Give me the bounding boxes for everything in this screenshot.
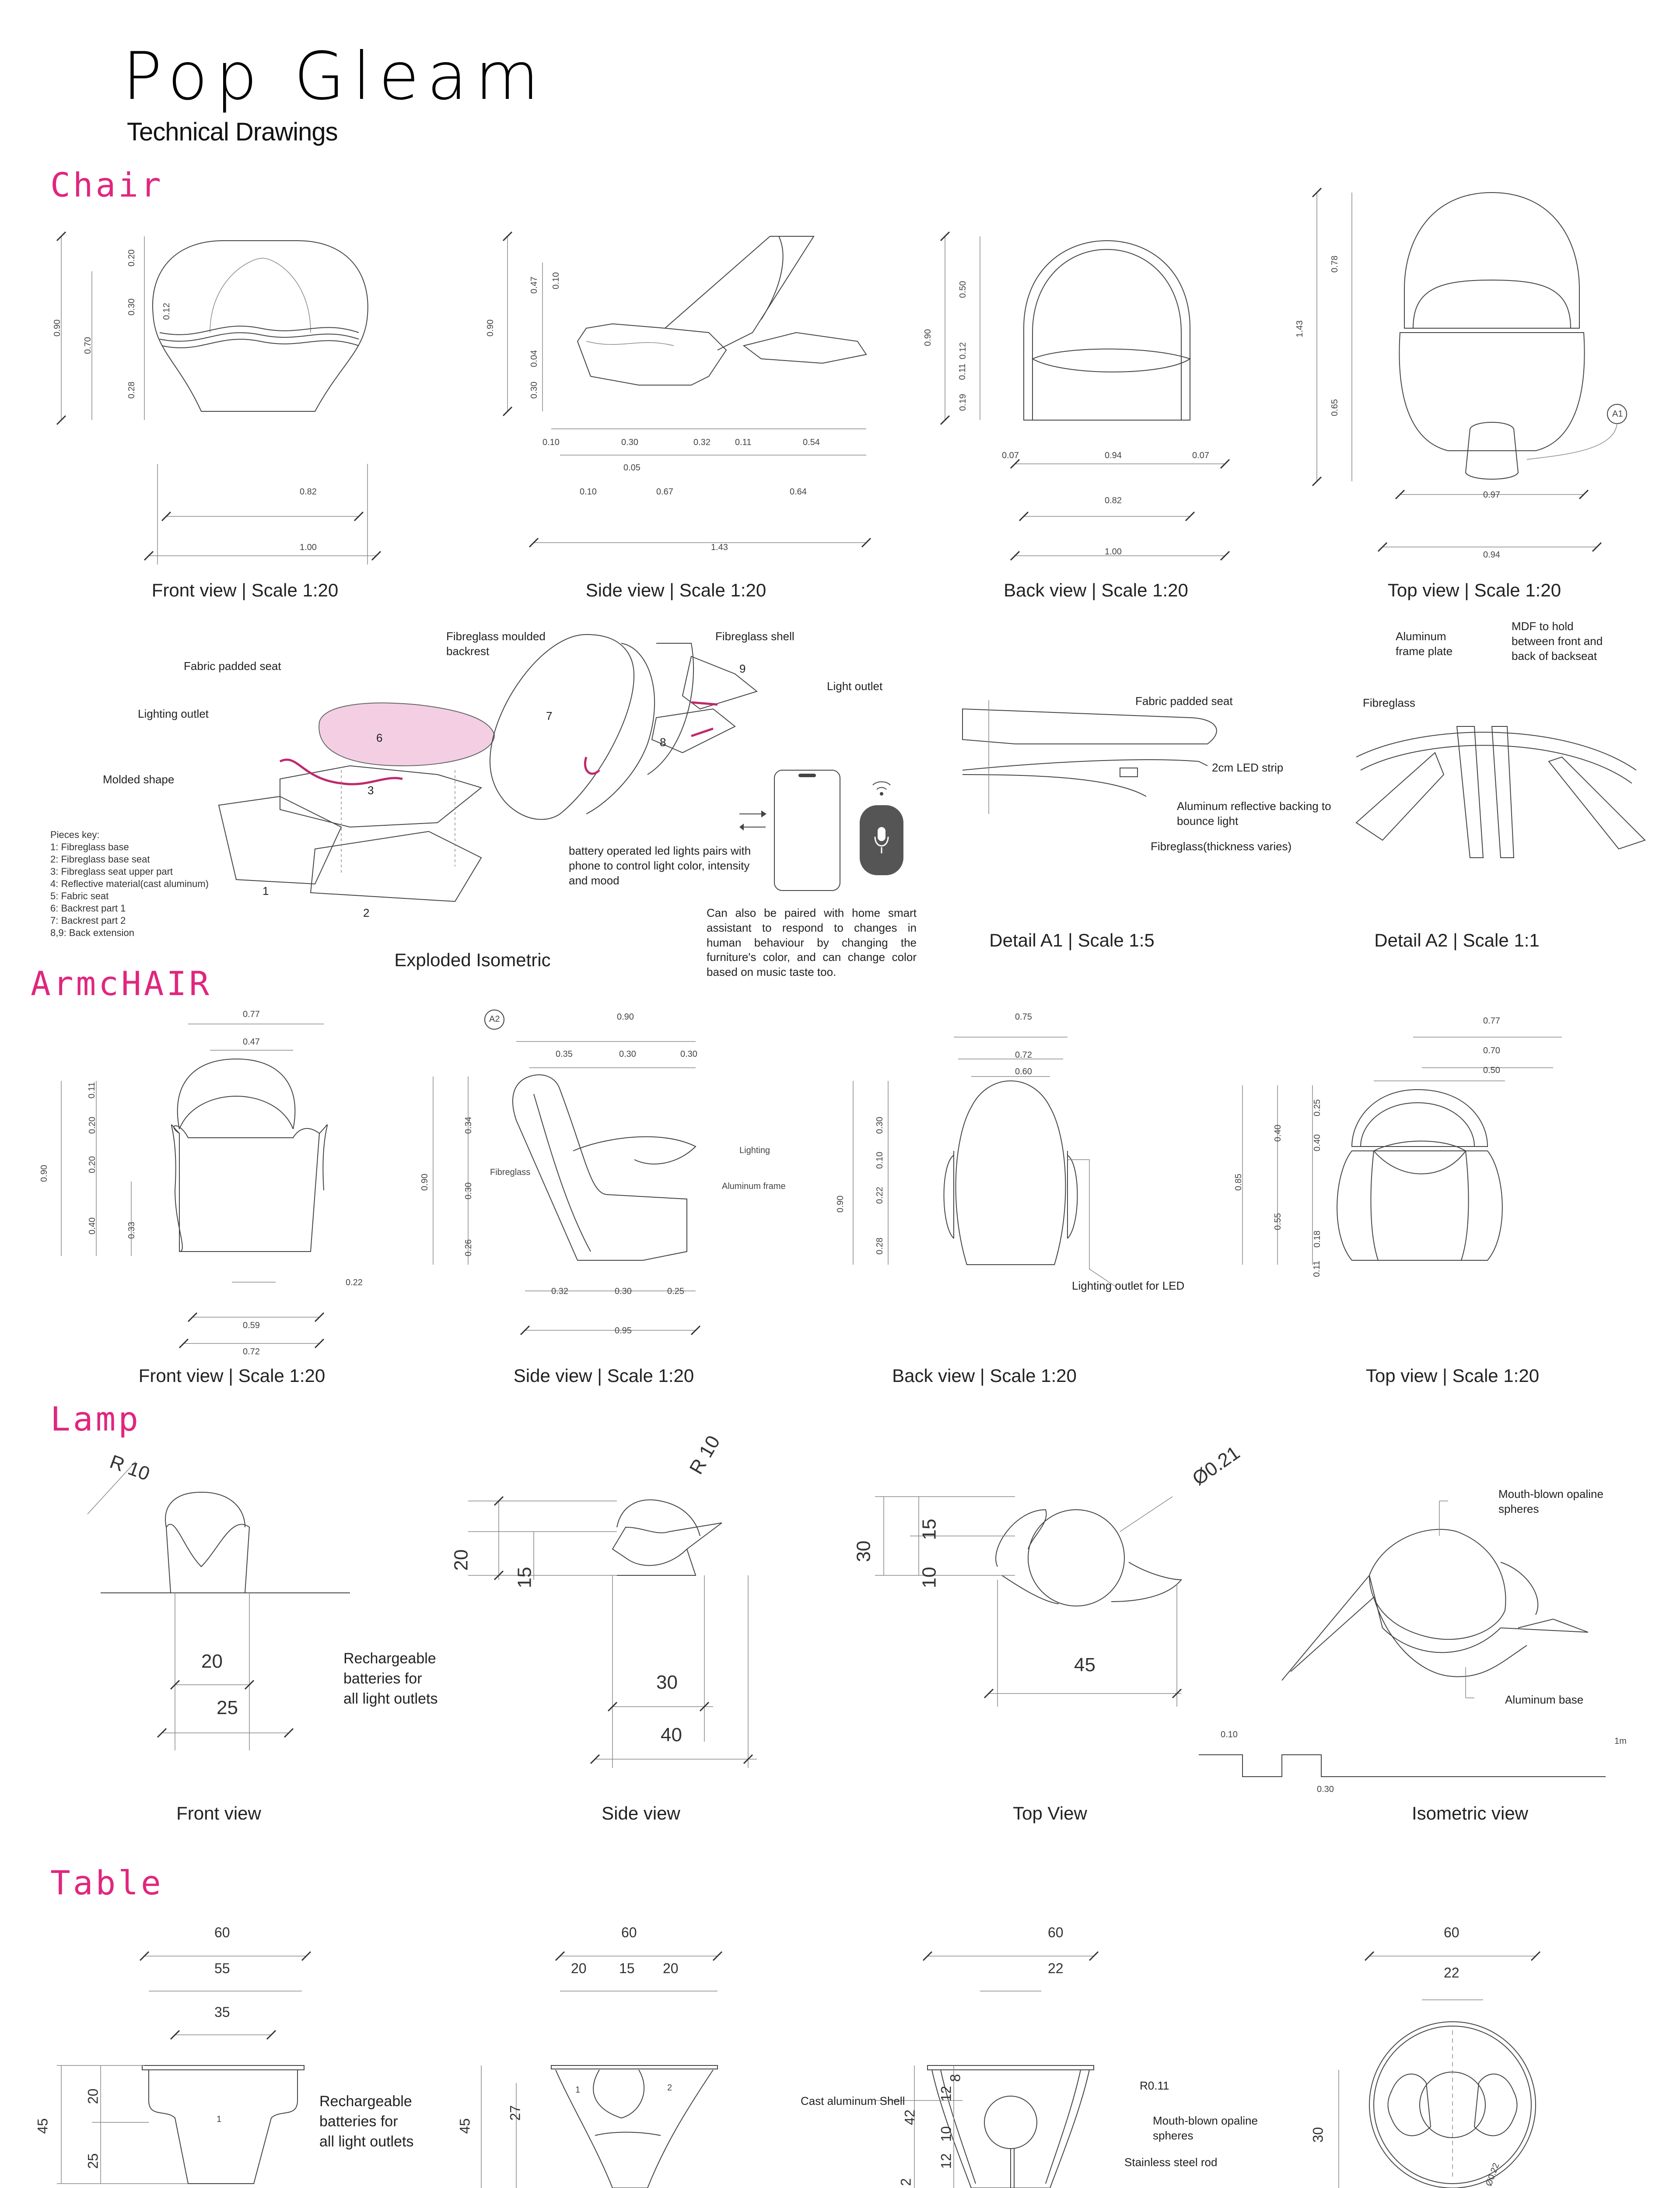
exploded-number-2: 2 <box>363 906 370 919</box>
lamp-side-dim-20: 20 <box>450 1549 472 1571</box>
lamp-scale-1m: 1m <box>1614 1736 1627 1746</box>
chair-back-dim-011: 0.11 <box>958 363 968 380</box>
table-batteries-note: Rechargeable batteries for all light outlets <box>319 2093 414 2150</box>
table-side-dim-20b: 20 <box>663 1960 679 1976</box>
armchair-side-dim-b025: 0.25 <box>667 1287 684 1296</box>
lamp-side-radius: R 10 <box>685 1432 724 1478</box>
chair-back-dim-100: 1.00 <box>1105 547 1122 557</box>
table-side-dim-15: 15 <box>619 1960 635 1976</box>
detail-a2-label-mdf: MDF to hold between front and back of backseat <box>1512 620 1603 663</box>
chair-back-dim-007b: 0.07 <box>1192 451 1209 460</box>
page-subtitle: Technical Drawings <box>127 118 338 146</box>
armchair-top-caption: Top view | Scale 1:20 <box>1365 1365 1540 1386</box>
page-title: Pop Gleam <box>122 39 547 115</box>
chair-top-caption: Top view | Scale 1:20 <box>1387 580 1561 600</box>
table-section-dim-22: 22 <box>1048 1960 1064 1976</box>
armchair-front-dim-047: 0.47 <box>243 1037 260 1047</box>
chair-back-dim-090: 0.90 <box>923 329 933 346</box>
armchair-back-dim-028: 0.28 <box>875 1238 885 1255</box>
table-section-dim-12b: 12 <box>938 2153 954 2169</box>
armchair-front-dim-033: 0.33 <box>126 1222 136 1239</box>
armchair-side-caption: Side view | Scale 1:20 <box>513 1365 694 1386</box>
lamp-front-radius: R 10 <box>107 1451 153 1485</box>
detail-a2-caption: Detail A2 | Scale 1:1 <box>1374 930 1540 950</box>
armchair-top-dim-055: 0.55 <box>1273 1213 1283 1230</box>
lamp-top-caption: Top View <box>1013 1803 1087 1823</box>
chair-front-dim-020: 0.20 <box>126 249 136 266</box>
armchair-side-label-lighting: Lighting <box>739 1146 770 1155</box>
chair-front-dim-070: 0.70 <box>83 337 93 354</box>
armchair-top-dim-070: 0.70 <box>1483 1046 1500 1055</box>
chair-side-dim-047: 0.47 <box>529 277 539 294</box>
armchair-back-drawing <box>809 1006 1203 1357</box>
armchair-side-drawing <box>416 1006 766 1357</box>
chair-side-dim-143: 1.43 <box>711 543 728 552</box>
chair-side-dim-b011: 0.11 <box>735 438 752 447</box>
table-section-dim-8: 8 <box>947 2074 963 2082</box>
pieces-key-item: 8,9: Back extension <box>50 927 135 938</box>
armchair-front-caption: Front view | Scale 1:20 <box>138 1365 326 1386</box>
table-top-dim-30: 30 <box>1310 2127 1326 2143</box>
table-front-dim-20: 20 <box>85 2088 101 2104</box>
lamp-top-dim-10: 10 <box>918 1567 940 1588</box>
armchair-back-dim-075: 0.75 <box>1015 1012 1032 1022</box>
table-top-dim-22: 22 <box>1444 1965 1460 1981</box>
table-side-piece-2: 2 <box>667 2083 672 2093</box>
lamp-iso-label-spheres: Mouth-blown opaline spheres <box>1498 1487 1603 1515</box>
chair-back-drawing <box>919 219 1286 569</box>
lamp-side-dim-30: 30 <box>656 1672 678 1693</box>
exploded-number-3: 3 <box>368 784 374 797</box>
lamp-top-dim-45: 45 <box>1074 1654 1096 1676</box>
table-section-label-cast: Cast aluminum Shell <box>801 2094 905 2107</box>
chair-front-dim-028: 0.28 <box>126 382 136 399</box>
armchair-front-dim-022: 0.22 <box>346 1278 363 1287</box>
table-side-piece-1: 1 <box>575 2085 581 2095</box>
exploded-label-shell: Fibreglass shell <box>715 630 794 643</box>
exploded-battery-note: battery operated led lights pairs with phone to control light color, intensity and mood <box>569 844 751 887</box>
armchair-front-drawing <box>48 1006 381 1357</box>
detail-a2-label-fibreglass: Fibreglass <box>1363 696 1415 709</box>
chair-side-dim-c064: 0.64 <box>790 487 807 497</box>
armchair-side-label-fibreglass: Fibreglass <box>490 1168 531 1177</box>
armchair-side-dim-090-top: 0.90 <box>617 1012 634 1022</box>
section-title-lamp: Lamp <box>50 1399 141 1438</box>
exploded-label-lighting-outlet: Lighting outlet <box>138 707 209 720</box>
table-front-dim-25: 25 <box>85 2153 101 2169</box>
armchair-back-label-led: Lighting outlet for LED <box>1072 1279 1185 1292</box>
pieces-key-item: 3: Fibreglass seat upper part <box>50 866 173 877</box>
lamp-top-diameter: Ø0.21 <box>1188 1442 1244 1490</box>
chair-side-caption: Side view | Scale 1:20 <box>585 580 766 600</box>
detail-a2-label-aluminum: Aluminum frame plate <box>1396 630 1453 658</box>
table-top-diameter: Ø0.22 <box>1484 2161 1502 2188</box>
lamp-side-drawing <box>451 1462 783 1777</box>
pieces-key-item: 4: Reflective material(cast aluminum) <box>50 878 209 889</box>
armchair-side-dim-035: 0.35 <box>556 1049 573 1059</box>
armchair-side-dim-030a: 0.30 <box>619 1049 636 1059</box>
section-title-armchair: ArmcHAIR <box>31 964 212 1003</box>
armchair-front-dim-090: 0.90 <box>39 1165 49 1182</box>
chair-back-dim-012: 0.12 <box>958 342 968 359</box>
lamp-iso-drawing <box>1282 1497 1614 1715</box>
armchair-side-dim-030b: 0.30 <box>680 1049 697 1059</box>
armchair-side-dim-034: 0.34 <box>463 1117 473 1134</box>
armchair-top-dim-011: 0.11 <box>1312 1260 1322 1277</box>
lamp-batteries-note: Rechargeable batteries for all light outlets <box>343 1650 438 1707</box>
chair-side-dim-b054: 0.54 <box>803 438 820 447</box>
armchair-side-dim-b030: 0.30 <box>615 1287 632 1296</box>
chair-top-drawing <box>1291 184 1662 560</box>
lamp-scale-010: 0.10 <box>1221 1730 1238 1739</box>
armchair-front-dim-059: 0.59 <box>243 1321 260 1330</box>
table-side-drawing <box>455 1925 761 2188</box>
chair-front-drawing <box>44 219 438 569</box>
chair-front-dim-030: 0.30 <box>126 298 136 316</box>
exploded-label-backrest: Fibreglass moulded backrest <box>446 630 546 658</box>
section-title-table: Table <box>50 1863 164 1902</box>
armchair-front-dim-020a: 0.20 <box>87 1117 97 1134</box>
armchair-front-dim-020b: 0.20 <box>87 1156 97 1173</box>
table-front-dim-35: 35 <box>214 2004 230 2020</box>
table-front-piece-1: 1 <box>217 2114 222 2124</box>
chair-front-dim-090: 0.90 <box>52 319 62 337</box>
armchair-back-dim-022: 0.22 <box>875 1187 885 1204</box>
chair-front-dim-082: 0.82 <box>300 487 317 497</box>
detail-a1-label-seat: Fabric padded seat <box>1135 694 1233 708</box>
table-front-dim-55: 55 <box>214 1960 230 1976</box>
table-top-dim-60: 60 <box>1444 1925 1460 1940</box>
table-section-drawing <box>796 1925 1216 2188</box>
armchair-top-dim-040a: 0.40 <box>1273 1125 1283 1142</box>
exploded-number-5: 6 <box>376 731 383 744</box>
chair-side-dim-c010: 0.10 <box>580 487 597 497</box>
table-side-dim-60: 60 <box>621 1925 637 1940</box>
chair-side-dim-010: 0.10 <box>551 272 561 289</box>
chair-top-callout-a1: A1 <box>1612 409 1623 419</box>
table-section-dim-10: 10 <box>938 2126 954 2142</box>
lamp-top-dim-15: 15 <box>918 1518 940 1540</box>
chair-side-dim-b032: 0.32 <box>693 438 710 447</box>
lamp-front-dim-20: 20 <box>201 1651 223 1672</box>
armchair-back-dim-090: 0.90 <box>835 1196 845 1213</box>
armchair-top-drawing <box>1225 1006 1619 1357</box>
chair-back-dim-094: 0.94 <box>1105 451 1122 460</box>
chair-side-dim-b030: 0.30 <box>621 438 638 447</box>
pieces-key-item: 7: Backrest part 2 <box>50 915 126 926</box>
table-section-radius: R0.11 <box>1140 2079 1169 2092</box>
armchair-back-caption: Back view | Scale 1:20 <box>892 1365 1077 1386</box>
chair-back-dim-019: 0.19 <box>958 394 968 411</box>
chair-side-dim-030: 0.30 <box>529 382 539 399</box>
exploded-number-6: 7 <box>546 709 553 722</box>
exploded-label-seat: Fabric padded seat <box>184 659 281 673</box>
chair-side-dim-004: 0.04 <box>529 350 539 367</box>
pieces-key-title: Pieces key: <box>50 829 100 840</box>
lamp-front-dim-25: 25 <box>217 1697 238 1718</box>
armchair-front-dim-011: 0.11 <box>87 1082 97 1099</box>
pieces-key-item: 2: Fibreglass base seat <box>50 854 150 865</box>
armchair-top-dim-025: 0.25 <box>1312 1099 1322 1116</box>
armchair-top-dim-018: 0.18 <box>1312 1231 1322 1248</box>
table-section-dim-42: 42 <box>902 2109 918 2125</box>
lamp-scale-bar <box>1199 1746 1619 1781</box>
table-front-dim-60: 60 <box>214 1925 230 1940</box>
armchair-front-dim-072: 0.72 <box>243 1347 260 1357</box>
pieces-key-item: 6: Backrest part 1 <box>50 903 126 914</box>
chair-side-dim-b010: 0.10 <box>542 438 560 447</box>
exploded-label-light-outlet: Light outlet <box>827 680 883 693</box>
lamp-side-caption: Side view <box>602 1803 680 1823</box>
armchair-side-dim-026: 0.26 <box>463 1239 473 1256</box>
chair-back-dim-082: 0.82 <box>1105 496 1122 505</box>
lamp-side-dim-40: 40 <box>661 1724 682 1746</box>
section-title-chair: Chair <box>50 165 164 204</box>
armchair-top-dim-077: 0.77 <box>1483 1016 1500 1026</box>
lamp-front-caption: Front view <box>176 1803 261 1823</box>
pieces-key-list <box>50 841 209 939</box>
lamp-top-dim-30: 30 <box>853 1540 875 1562</box>
exploded-number-8: 9 <box>739 662 746 675</box>
chair-back-caption: Back view | Scale 1:20 <box>1004 580 1188 600</box>
phone-icon <box>739 770 844 901</box>
armchair-front-dim-077: 0.77 <box>243 1010 260 1019</box>
lamp-top-drawing <box>858 1470 1216 1715</box>
chair-side-dim-c067: 0.67 <box>656 487 673 497</box>
armchair-top-dim-050: 0.50 <box>1483 1066 1500 1075</box>
armchair-top-dim-040b: 0.40 <box>1312 1134 1322 1151</box>
chair-front-caption: Front view | Scale 1:20 <box>151 580 339 600</box>
lamp-iso-label-base: Aluminum base <box>1505 1693 1584 1706</box>
exploded-caption: Exploded Isometric <box>394 950 551 970</box>
detail-a2-drawing <box>1356 709 1671 875</box>
chair-front-dim-012: 0.12 <box>161 303 172 320</box>
exploded-number-1: 1 <box>262 884 269 898</box>
table-side-dim-20a: 20 <box>571 1960 587 1976</box>
table-side-dim-27: 27 <box>507 2105 523 2121</box>
detail-a1-label-aluminum: Aluminum reflective backing to bounce light <box>1177 799 1331 828</box>
detail-a1-caption: Detail A1 | Scale 1:5 <box>989 930 1155 950</box>
chair-side-drawing <box>481 219 901 569</box>
armchair-front-dim-040: 0.40 <box>87 1217 97 1234</box>
detail-a1-label-fibreglass: Fibreglass(thickness varies) <box>1151 840 1292 853</box>
exploded-label-molded: Molded shape <box>103 773 175 786</box>
exploded-number-7: 8 <box>660 736 666 749</box>
chair-back-dim-007a: 0.07 <box>1002 451 1019 460</box>
chair-top-dim-094: 0.94 <box>1483 550 1500 560</box>
armchair-back-dim-072: 0.72 <box>1015 1050 1032 1060</box>
chair-front-dim-100: 1.00 <box>300 543 317 552</box>
table-front-dim-45: 45 <box>35 2118 51 2134</box>
armchair-side-dim-095: 0.95 <box>615 1326 632 1336</box>
detail-a1-label-led: 2cm LED strip <box>1212 761 1284 774</box>
armchair-back-dim-030: 0.30 <box>875 1117 885 1134</box>
armchair-back-dim-060: 0.60 <box>1015 1067 1032 1076</box>
armchair-side-dim-b032: 0.32 <box>551 1287 568 1296</box>
pieces-key-item: 5: Fabric seat <box>50 891 109 901</box>
lamp-iso-caption: Isometric view <box>1411 1803 1529 1823</box>
table-section-dim-60: 60 <box>1048 1925 1064 1940</box>
chair-top-dim-143: 1.43 <box>1295 320 1305 337</box>
lamp-scale-030: 0.30 <box>1317 1785 1334 1794</box>
armchair-side-dim-090: 0.90 <box>420 1174 430 1191</box>
table-section-label-rod: Stainless steel rod <box>1124 2156 1218 2169</box>
chair-back-dim-050: 0.50 <box>958 281 968 298</box>
table-section-dim-12a: 12 <box>938 2086 954 2102</box>
table-top-drawing <box>1304 1925 1654 2188</box>
pieces-key-item: 1: Fibreglass base <box>50 842 129 852</box>
exploded-smart-note: Can also be paired with home smart assistant to respond to changes in human behaviour by changing the furniture's color, and can change color based on music taste too. <box>707 906 917 979</box>
armchair-side-label-aluminum: Aluminum frame <box>722 1182 786 1191</box>
lamp-side-dim-15: 15 <box>514 1567 536 1588</box>
chair-side-dim-090: 0.90 <box>485 319 495 337</box>
armchair-side-dim-030c: 0.30 <box>463 1182 473 1199</box>
smart-speaker-icon <box>858 779 906 880</box>
table-section-label-spheres: Mouth-blown opaline spheres <box>1153 2114 1258 2142</box>
chair-top-dim-078: 0.78 <box>1330 256 1340 273</box>
armchair-back-dim-010: 0.10 <box>875 1152 885 1169</box>
chair-top-dim-097: 0.97 <box>1483 490 1500 500</box>
table-side-dim-45: 45 <box>457 2118 473 2134</box>
armchair-top-dim-085: 0.85 <box>1233 1174 1243 1191</box>
armchair-side-callout-a2: A2 <box>489 1014 500 1024</box>
chair-side-dim-b005: 0.05 <box>623 463 640 473</box>
chair-top-dim-065: 0.65 <box>1330 399 1340 416</box>
table-section-dim-2: 2 <box>898 2178 914 2186</box>
